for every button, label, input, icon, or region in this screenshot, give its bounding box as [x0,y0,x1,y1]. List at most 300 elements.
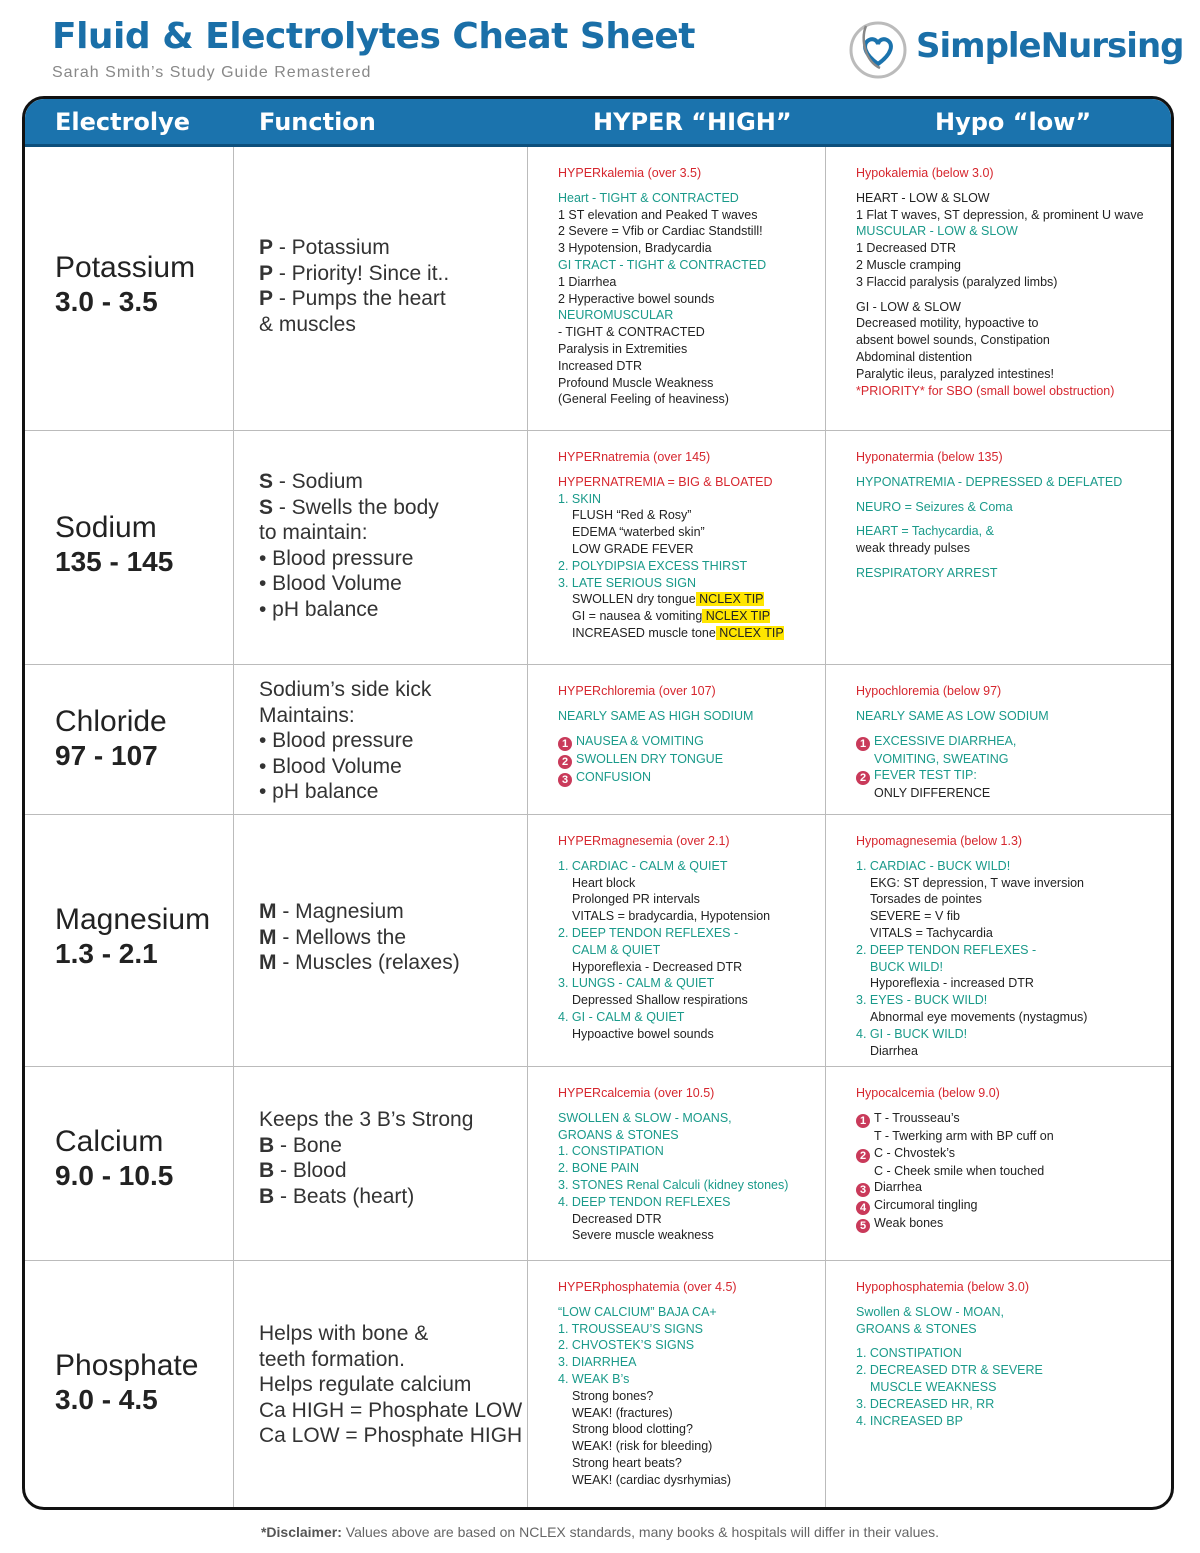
hypo-line [856,165,1144,182]
hyper-text: 3. LATE SERIOUS SIGN [558,575,697,590]
hyper-text: (General Feeling of heaviness) [558,392,729,407]
hypo-text: 2 Muscle cramping [856,257,961,272]
hyper-text: 3. LUNGS - CALM & QUIET [558,976,715,991]
electrolyte-cell [25,815,233,1066]
step-number-badge: 2 [856,771,870,785]
electrolyte-label: Chloride [55,705,167,738]
normal-range: 3.0 - 4.5 [55,1384,158,1415]
hyper-cell [528,1067,825,1260]
hypo-line [856,708,1049,725]
table-row-chloride [25,665,1171,815]
hypo-text: GROANS & STONES [856,1321,977,1336]
hyper-line [558,751,753,769]
step-number-badge: 3 [558,773,572,787]
hypo-line [856,1197,1054,1215]
hypo-cell [826,431,1174,664]
table-header [25,99,1171,147]
function-line: • Blood Volume [259,754,402,778]
hypo-line [856,366,1144,383]
hyper-text: VITALS = bradycardia, Hypotension [572,909,771,924]
hypo-line [856,925,1087,942]
hyper-text: Strong blood clotting? [572,1422,693,1437]
hypo-text: NEURO = Seizures & Coma [856,499,1013,514]
hyper-line [558,1177,788,1194]
table-row-magnesium [25,815,1171,1067]
hyper-text: Hyporeflexia - Decreased DTR [572,959,743,974]
hypo-line [856,1362,1043,1379]
hyper-text: 1. SKIN [558,491,602,506]
hyper-line [558,1321,737,1338]
hypo-text: weak thready pulses [856,541,970,556]
hypo-line [856,299,1144,316]
hyper-cell [528,665,825,814]
electrolyte-table [22,96,1174,1510]
hypo-text: HYPONATREMIA - DEPRESSED & DEFLATED [856,474,1123,489]
hypo-line [856,523,1122,540]
hyper-line [558,1085,788,1102]
hypo-line [856,315,1144,332]
hyper-line [558,1160,788,1177]
function-line: P - Priority! Since it.. [259,261,450,285]
electrolyte-name [55,511,173,579]
hyper-line [558,1438,737,1455]
hypo-text: Hyponatermia (below 135) [856,450,1003,464]
function-line: & muscles [259,312,356,336]
brand-logo [846,18,1184,82]
function-text [259,469,439,622]
hypo-text: Hyporeflexia - increased DTR [870,976,1034,991]
hyper-line [558,1227,788,1244]
hypo-text: absent bowel sounds, Constipation [856,333,1050,348]
hypo-text: Circumoral tingling [874,1198,978,1213]
hyper-text: Decreased DTR [572,1211,662,1226]
hypo-cell [826,1067,1174,1260]
hyper-text: INCREASED muscle tone [572,625,716,640]
hypo-line [856,274,1144,291]
hyper-text: 2. POLYDIPSIA EXCESS THIRST [558,558,748,573]
page-title: Fluid & Electrolytes Cheat Sheet [52,16,696,57]
hyper-text: 1. CARDIAC - CALM & QUIET [558,858,728,873]
hyper-text: 2. CHVOSTEK’S SIGNS [558,1338,695,1353]
hyper-text: GI TRACT - TIGHT & CONTRACTED [558,257,767,272]
hypo-line [856,515,1122,523]
hypo-text: 3. DECREASED HR, RR [856,1396,995,1411]
function-cell [234,1067,527,1260]
hyper-text: HYPERcalcemia (over 10.5) [558,1086,715,1100]
hyper-line [558,307,766,324]
function-line: Ca LOW = Phosphate HIGH [259,1424,523,1447]
hyper-text: HYPERphosphatemia (over 4.5) [558,1280,737,1294]
table-row-sodium [25,431,1171,665]
hypo-cell [826,815,1174,1066]
hyper-line [558,223,766,240]
step-number-badge: 1 [558,737,572,751]
hyper-text: Strong heart beats? [572,1455,682,1470]
hypo-line [856,700,1049,708]
hypo-text: 1. CARDIAC - BUCK WILD! [856,858,1011,873]
hypo-text: Abnormal eye movements (nystagmus) [870,1009,1088,1024]
hyper-text: HYPERnatremia (over 145) [558,450,711,464]
disclaimer-text: Values above are based on NCLEX standards, many books & hospitals will differ in their values. [341,1524,940,1540]
hyper-line [558,507,784,524]
hypo-text: 4. INCREASED BP [856,1413,963,1428]
hypo-text: 3. EYES - BUCK WILD! [856,993,988,1008]
hypo-line [856,291,1144,299]
hypo-details [856,1085,1054,1233]
hypo-text: Hypophosphatemia (below 3.0) [856,1280,1030,1294]
hyper-text: 3 Hypotension, Bradycardia [558,241,712,256]
hyper-text: 4. WEAK B’s [558,1371,630,1386]
hyper-line [558,1354,737,1371]
hyper-text: Strong bones? [572,1388,654,1403]
hyper-text: Heart block [572,875,636,890]
hypo-line [856,908,1087,925]
hyper-line [558,1143,788,1160]
hyper-line [558,375,766,392]
hyper-line [558,833,770,850]
hypo-text: Hypokalemia (below 3.0) [856,166,994,180]
hyper-line [558,449,784,466]
hypo-text: C - Chvostek’s [874,1145,956,1160]
hypo-text: Hypochloremia (below 97) [856,684,1002,698]
column-header-function: Function [259,108,376,136]
hypo-line [856,332,1144,349]
hypo-line [856,491,1122,499]
hyper-details [558,1085,788,1244]
hypo-text: MUSCULAR - LOW & SLOW [856,224,1018,239]
hyper-text: - TIGHT & CONTRACTED [558,325,705,340]
hyper-text: HYPERmagnesemia (over 2.1) [558,834,730,848]
function-cell [234,1261,527,1510]
hyper-text: Increased DTR [558,358,643,373]
electrolyte-label: Phosphate [55,1349,199,1382]
hypo-line [856,1396,1043,1413]
hypo-line [856,942,1087,959]
hyper-text: HYPERkalemia (over 3.5) [558,166,702,180]
hyper-line [558,725,753,733]
hyper-line [558,324,766,341]
nclex-tip-badge: NCLEX TIP [695,592,764,607]
hyper-line [558,182,766,190]
nclex-tip-badge: NCLEX TIP [715,625,784,640]
hypo-text: NEARLY SAME AS LOW SODIUM [856,708,1049,723]
hyper-details [558,1279,737,1489]
hyper-cell [528,147,825,430]
hypo-text: Diarrhea [870,1043,918,1058]
hyper-text: “LOW CALCIUM” BAJA CA+ [558,1304,717,1319]
hyper-line [558,1388,737,1405]
function-line: P - Potassium [259,236,390,259]
hypo-line [856,1145,1054,1163]
hyper-line [558,608,784,625]
hypo-text: Abdominal distention [856,349,973,364]
hyper-text: 1 ST elevation and Peaked T waves [558,207,758,222]
disclaimer-label: *Disclaimer: [260,1524,342,1540]
function-line: Ca HIGH = Phosphate LOW [259,1398,523,1422]
hypo-details [856,1279,1043,1429]
electrolyte-label: Magnesium [55,903,211,936]
hypo-line [856,1179,1054,1197]
hyper-text: Profound Muscle Weakness [558,375,714,390]
hypo-line [856,683,1049,700]
hyper-line [558,1194,788,1211]
hyper-line [558,733,753,751]
hypo-text: FEVER TEST TIP: [874,768,977,783]
hyper-line [558,925,770,942]
hypo-line [856,891,1087,908]
hypo-text: MUSCLE WEAKNESS [870,1379,997,1394]
nclex-tip-badge: NCLEX TIP [702,609,771,624]
hypo-line [856,474,1122,491]
hypo-text: GI - LOW & SLOW [856,299,961,314]
hyper-line [558,1009,770,1026]
hypo-line [856,1043,1087,1060]
hyper-line [558,891,770,908]
hypo-line [856,1413,1043,1430]
hypo-text: Torsades de pointes [870,892,982,907]
hypo-text: Swollen & SLOW - MOAN, [856,1304,1004,1319]
hyper-details [558,165,766,408]
function-cell [234,147,527,430]
hypo-text: RESPIRATORY ARREST [856,565,998,580]
hypo-text: 4. GI - BUCK WILD! [856,1026,968,1041]
hyper-line [558,1296,737,1304]
brand-name: SimpleNursing [916,26,1184,66]
hyper-line [558,1472,737,1489]
function-line: • Blood pressure [259,729,414,752]
hypo-line [856,785,1049,802]
hypo-details [856,165,1144,399]
hypo-line [856,1085,1054,1102]
hypo-text: 1 Decreased DTR [856,241,957,256]
hyper-text: 2 Hyperactive bowel sounds [558,291,715,306]
hyper-text: NEARLY SAME AS HIGH SODIUM [558,708,754,723]
hyper-line [558,1371,737,1388]
step-number-badge: 3 [856,1183,870,1197]
hyper-line [558,358,766,375]
disclaimer [0,1524,1200,1540]
normal-range: 135 - 145 [55,546,174,577]
hypo-line [856,850,1087,858]
hypo-line [856,182,1144,190]
hyper-line [558,1110,788,1127]
normal-range: 1.3 - 2.1 [55,938,158,969]
hypo-line [856,449,1122,466]
hypo-text: EXCESSIVE DIARRHEA, [874,733,1017,748]
hypo-text: VOMITING, SWEATING [874,751,1009,766]
hypo-line [856,466,1122,474]
hyper-line [558,591,784,608]
hypo-text: Diarrhea [874,1180,922,1195]
hyper-cell [528,1261,825,1510]
hyper-text: HYPERchloremia (over 107) [558,684,716,698]
hyper-line [558,1102,788,1110]
function-cell [234,431,527,664]
function-line: Helps regulate calcium [259,1373,472,1396]
hyper-line [558,625,784,642]
hyper-line [558,959,770,976]
hyper-text: LOW GRADE FEVER [572,541,694,556]
hypo-line [856,207,1144,224]
function-line: P - Pumps the heart [259,287,446,310]
hypo-line [856,1163,1054,1180]
function-text [259,677,431,805]
hyper-text: 4. GI - CALM & QUIET [558,1009,685,1024]
hypo-line [856,557,1122,565]
hypo-text: BUCK WILD! [870,959,943,974]
function-line: • pH balance [259,597,379,621]
hypo-text: Weak bones [874,1216,944,1231]
hypo-line [856,975,1087,992]
function-line: M - Muscles (relaxes) [259,951,460,974]
function-text [259,1107,473,1209]
hypo-text: VITALS = Tachycardia [870,925,993,940]
hypo-text: Paralytic ileus, paralyzed intestines! [856,366,1055,381]
hypo-cell [826,1261,1174,1510]
function-line: Maintains: [259,703,355,727]
table-row-calcium [25,1067,1171,1261]
hypo-text: 3 Flaccid paralysis (paralyzed limbs) [856,274,1058,289]
function-line: B - Bone [259,1133,342,1157]
hypo-details [856,449,1122,582]
function-line: • Blood Volume [259,572,402,595]
hyper-text: GI = nausea & vomiting [572,609,703,624]
hypo-text: Decreased motility, hypoactive to [856,316,1039,331]
hyper-line [558,992,770,1009]
hyper-text: EDEMA “waterbed skin” [572,525,705,540]
step-number-badge: 5 [856,1219,870,1233]
hypo-text: T - Twerking arm with BP cuff on [874,1128,1054,1143]
hypo-line [856,751,1049,768]
hyper-line [558,1127,788,1144]
hyper-line [558,341,766,358]
normal-range: 3.0 - 3.5 [55,286,158,317]
hyper-text: SWOLLEN & SLOW - MOANS, [558,1110,732,1125]
electrolyte-name [55,1349,198,1417]
hypo-line [856,959,1087,976]
hypo-line [856,349,1144,366]
hyper-line [558,1304,737,1321]
function-text [259,235,449,337]
hyper-details [558,449,784,642]
function-line: teeth formation. [259,1347,405,1371]
hyper-line [558,1455,737,1472]
hyper-line [558,908,770,925]
function-line: Sodium’s side kick [259,678,432,701]
electrolyte-cell [25,665,233,814]
hyper-text: 1 Diarrhea [558,274,617,289]
function-line: S - Sodium [259,470,363,493]
hypo-line [856,190,1144,207]
step-number-badge: 1 [856,737,870,751]
page-subtitle: Sarah Smith’s Study Guide Remastered [52,64,372,81]
hyper-text: NAUSEA & VOMITING [576,733,704,748]
hypo-line [856,1110,1054,1128]
hyper-text: GROANS & STONES [558,1127,679,1142]
hyper-line [558,683,753,700]
function-cell [234,815,527,1066]
hyper-text: Depressed Shallow respirations [572,993,748,1008]
hypo-text: ONLY DIFFERENCE [874,786,991,801]
hyper-text: Prolonged PR intervals [572,892,700,907]
hyper-line [558,1279,737,1296]
hyper-text: WEAK! (cardiac dysrhymias) [572,1472,732,1487]
hyper-line [558,291,766,308]
hyper-line [558,1421,737,1438]
function-line: M - Mellows the [259,925,407,949]
hypo-line [856,733,1049,751]
hyper-line [558,558,784,575]
electrolyte-label: Potassium [55,251,196,284]
step-number-badge: 1 [856,1114,870,1128]
hypo-details [856,683,1049,802]
hypo-line [856,1337,1043,1345]
hyper-text: 1. CONSTIPATION [558,1144,664,1159]
hypo-text: 2. DEEP TENDON REFLEXES - [856,942,1037,957]
electrolyte-cell [25,147,233,430]
function-line: B - Beats (heart) [259,1184,415,1208]
hyper-line [558,466,784,474]
electrolyte-cell [25,1067,233,1260]
hypo-line [856,540,1122,557]
hypo-line [856,875,1087,892]
hypo-text: C - Cheek smile when touched [874,1163,1045,1178]
table-row-phosphate [25,1261,1171,1510]
hyper-text: Severe muscle weakness [572,1228,714,1243]
hyper-text: 3. STONES Renal Calculi (kidney stones) [558,1177,789,1192]
hypo-line [856,1128,1054,1145]
hyper-line [558,575,784,592]
step-number-badge: 2 [558,755,572,769]
hypo-text: SEVERE = V fib [870,909,960,924]
electrolyte-cell [25,431,233,664]
hyper-text: CONFUSION [576,769,651,784]
hyper-line [558,769,753,787]
hyper-text: SWOLLEN DRY TONGUE [576,751,724,766]
hyper-line [558,274,766,291]
hyper-line [558,474,784,491]
hyper-line [558,942,770,959]
hyper-text: 3. DIARRHEA [558,1355,637,1370]
hypo-line [856,725,1049,733]
hyper-line [558,491,784,508]
hypo-line [856,767,1049,785]
table-row-potassium [25,147,1171,431]
hyper-line [558,975,770,992]
hypo-line [856,992,1087,1009]
hypo-cell [826,665,1174,814]
function-line: Keeps the 3 B’s Strong [259,1108,474,1131]
hyper-line [558,1211,788,1228]
electrolyte-label: Calcium [55,1125,164,1158]
hypo-text: Hypocalcemia (below 9.0) [856,1086,1000,1100]
hyper-line [558,207,766,224]
function-line: • Blood pressure [259,546,414,570]
hypo-line [856,240,1144,257]
hypo-line [856,1026,1087,1043]
function-line: B - Blood [259,1159,347,1182]
hypo-text: Hypomagnesemia (below 1.3) [856,834,1023,848]
function-text [259,899,460,976]
hyper-text: WEAK! (risk for bleeding) [572,1439,713,1454]
hyper-text: Hypoactive bowel sounds [572,1026,714,1041]
hypo-line [856,1215,1054,1233]
hypo-line [856,499,1122,516]
hypo-line [856,1279,1043,1296]
electrolyte-label: Sodium [55,511,157,544]
hypo-text: HEART - LOW & SLOW [856,190,990,205]
step-number-badge: 4 [856,1201,870,1215]
